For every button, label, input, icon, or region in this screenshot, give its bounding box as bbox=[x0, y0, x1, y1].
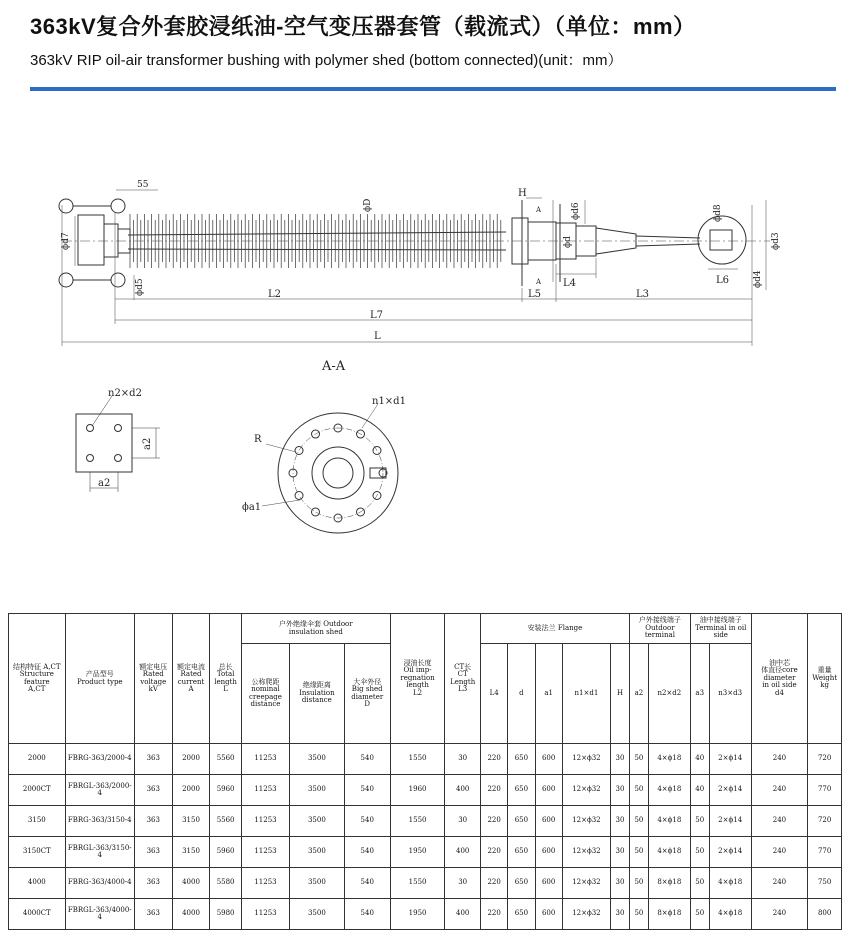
table-cell: 4000 bbox=[9, 868, 66, 899]
table-cell: 2×ϕ14 bbox=[709, 806, 751, 837]
table-row bbox=[9, 899, 842, 930]
table-cell: 5980 bbox=[210, 899, 241, 930]
dim-L5: L5 bbox=[528, 289, 542, 300]
hdr-insulation: 绝缘距离 Insulation distance bbox=[290, 644, 345, 744]
table-cell: FBRGL-363/3150-4 bbox=[65, 837, 134, 868]
section-A-bottom: A bbox=[536, 278, 542, 286]
corona-ring-top bbox=[59, 199, 73, 213]
table-cell: 5960 bbox=[210, 775, 241, 806]
table-cell: 5580 bbox=[210, 868, 241, 899]
table-cell: 600 bbox=[535, 806, 562, 837]
table-cell: 3150 bbox=[9, 806, 66, 837]
label-a2-horizontal: a2 bbox=[98, 478, 111, 489]
table-cell: 4×ϕ18 bbox=[709, 868, 751, 899]
dim-phi-d8: ϕd8 bbox=[713, 204, 723, 222]
table-cell: 4×ϕ18 bbox=[648, 806, 690, 837]
table-cell: 30 bbox=[611, 806, 630, 837]
table-cell: 3500 bbox=[290, 775, 345, 806]
table-cell: 4×ϕ18 bbox=[709, 899, 751, 930]
table-cell: 8×ϕ18 bbox=[648, 868, 690, 899]
table-cell: 12×ϕ32 bbox=[562, 775, 610, 806]
table-cell: 12×ϕ32 bbox=[562, 744, 610, 775]
hdr-L4: L4 bbox=[481, 644, 508, 744]
hdr-structure: 结构特征 A,CT Structure feature A,CT bbox=[9, 614, 66, 744]
label-R: R bbox=[254, 434, 262, 445]
hdr-a3: a3 bbox=[690, 644, 709, 744]
table-cell: 220 bbox=[481, 744, 508, 775]
table-cell: 720 bbox=[808, 744, 842, 775]
spec-table bbox=[8, 613, 842, 930]
terminal-detail bbox=[76, 414, 132, 472]
table-cell: 40 bbox=[690, 744, 709, 775]
table-cell: FBRG-363/4000-4 bbox=[65, 868, 134, 899]
table-cell: 11253 bbox=[241, 806, 289, 837]
terminal-plate bbox=[78, 215, 104, 265]
table-cell: 1950 bbox=[390, 837, 445, 868]
section-A-top: A bbox=[536, 206, 542, 214]
table-cell: 5560 bbox=[210, 744, 241, 775]
flange-outer bbox=[278, 413, 398, 533]
hdr-length: 总长 Total length L bbox=[210, 614, 241, 744]
table-cell: FBRGL-363/4000-4 bbox=[65, 899, 134, 930]
label-n1d1: n1×d1 bbox=[372, 396, 406, 407]
table-cell: 363 bbox=[134, 868, 172, 899]
table-cell: 11253 bbox=[241, 868, 289, 899]
dim-phi-d: ϕd bbox=[563, 236, 573, 248]
table-row bbox=[9, 868, 842, 899]
hdr-weight: 重量 Weight kg bbox=[808, 614, 842, 744]
table-cell: 50 bbox=[690, 899, 709, 930]
bushing-drawing bbox=[0, 170, 850, 580]
table-cell: 2000 bbox=[172, 744, 210, 775]
dim-phi-d6: ϕd6 bbox=[571, 202, 581, 220]
bolt-hole bbox=[295, 492, 303, 500]
table-cell: 800 bbox=[808, 899, 842, 930]
table-cell: 50 bbox=[690, 837, 709, 868]
table-cell: 50 bbox=[629, 806, 648, 837]
table-cell: 1550 bbox=[390, 744, 445, 775]
label-n2d2: n2×d2 bbox=[108, 388, 142, 399]
table-cell: 400 bbox=[445, 899, 481, 930]
table-cell: 4000CT bbox=[9, 899, 66, 930]
section-title: A-A bbox=[322, 359, 346, 374]
table-cell: 240 bbox=[751, 744, 808, 775]
table-cell: 30 bbox=[611, 744, 630, 775]
table-cell: 3500 bbox=[290, 899, 345, 930]
dim-phiD: ϕD bbox=[363, 198, 373, 212]
table-cell: 363 bbox=[134, 899, 172, 930]
table-cell: 50 bbox=[629, 744, 648, 775]
hdr-d: d bbox=[508, 644, 535, 744]
table-cell: 650 bbox=[508, 868, 535, 899]
table-cell: 363 bbox=[134, 775, 172, 806]
table-cell: 220 bbox=[481, 868, 508, 899]
table-cell: 3500 bbox=[290, 868, 345, 899]
corona-ring-top-2 bbox=[111, 199, 125, 213]
table-cell: 2×ϕ14 bbox=[709, 837, 751, 868]
table-cell: FBRGL-363/2000-4 bbox=[65, 775, 134, 806]
table-cell: 750 bbox=[808, 868, 842, 899]
hdr-outdoor-group: 户外绝缘伞套 Outdoor insulation shed bbox=[241, 614, 390, 644]
table-cell: 11253 bbox=[241, 744, 289, 775]
table-cell: FBRG-363/3150-4 bbox=[65, 806, 134, 837]
table-cell: FBRG-363/2000-4 bbox=[65, 744, 134, 775]
table-cell: 50 bbox=[629, 899, 648, 930]
table-cell: 12×ϕ32 bbox=[562, 806, 610, 837]
table-cell: 8×ϕ18 bbox=[648, 899, 690, 930]
table-cell: 4000 bbox=[172, 899, 210, 930]
hdr-a1: a1 bbox=[535, 644, 562, 744]
table-row bbox=[9, 775, 842, 806]
table-cell: 240 bbox=[751, 837, 808, 868]
table-cell: 240 bbox=[751, 868, 808, 899]
table-cell: 2×ϕ14 bbox=[709, 775, 751, 806]
hdr-oil-length: 浸油长度 Oil imp- regnation length L2 bbox=[390, 614, 445, 744]
table-cell: 600 bbox=[535, 744, 562, 775]
table-cell: 400 bbox=[445, 775, 481, 806]
table-cell: 240 bbox=[751, 806, 808, 837]
table-cell: 12×ϕ32 bbox=[562, 868, 610, 899]
table-cell: 600 bbox=[535, 775, 562, 806]
hdr-a2: a2 bbox=[629, 644, 648, 744]
table-cell: 650 bbox=[508, 775, 535, 806]
corona-ring-bottom-2 bbox=[111, 273, 125, 287]
table-cell: 30 bbox=[445, 744, 481, 775]
table-cell: 1550 bbox=[390, 806, 445, 837]
table-cell: 11253 bbox=[241, 899, 289, 930]
table-cell: 30 bbox=[611, 868, 630, 899]
table-row bbox=[9, 744, 842, 775]
hdr-H: H bbox=[611, 644, 630, 744]
table-cell: 540 bbox=[344, 899, 390, 930]
dim-L7: L7 bbox=[370, 310, 384, 321]
hdr-shed-diameter: 大伞外径 Big shed diameter D bbox=[344, 644, 390, 744]
table-row bbox=[9, 837, 842, 868]
table-cell: 4×ϕ18 bbox=[648, 837, 690, 868]
dim-L: L bbox=[374, 331, 381, 342]
page-title-cn: 363kV复合外套胶浸纸油-空气变压器套管（载流式）（单位：mm） bbox=[30, 14, 696, 39]
dim-phi-d4: ϕd4 bbox=[753, 270, 763, 288]
table-cell: 720 bbox=[808, 806, 842, 837]
table-row bbox=[9, 806, 842, 837]
table-cell: 1550 bbox=[390, 868, 445, 899]
table-body bbox=[9, 744, 842, 930]
table-cell: 1960 bbox=[390, 775, 445, 806]
hdr-n3d3: n3×d3 bbox=[709, 644, 751, 744]
table-cell: 540 bbox=[344, 806, 390, 837]
table-cell: 400 bbox=[445, 837, 481, 868]
hdr-voltage: 额定电压 Rated voltage kV bbox=[134, 614, 172, 744]
table-cell: 220 bbox=[481, 775, 508, 806]
table-cell: 5960 bbox=[210, 837, 241, 868]
dim-55: 55 bbox=[137, 180, 149, 190]
hdr-ct-length: CT长 CT Length L3 bbox=[445, 614, 481, 744]
table-cell: 2×ϕ14 bbox=[709, 744, 751, 775]
table-cell: 5560 bbox=[210, 806, 241, 837]
table-cell: 3150CT bbox=[9, 837, 66, 868]
hdr-product: 产品型号 Product type bbox=[65, 614, 134, 744]
table-cell: 2000 bbox=[9, 744, 66, 775]
table-cell: 540 bbox=[344, 775, 390, 806]
table-cell: 363 bbox=[134, 837, 172, 868]
table-cell: 12×ϕ32 bbox=[562, 899, 610, 930]
dim-phi-d5: ϕd5 bbox=[135, 278, 145, 296]
hdr-oil-terminal: 油中接线端子 Terminal in oil side bbox=[690, 614, 751, 644]
table-cell: 240 bbox=[751, 899, 808, 930]
table-cell: 30 bbox=[445, 806, 481, 837]
dim-L4: L4 bbox=[563, 278, 577, 289]
dim-phi-d3: ϕd3 bbox=[771, 232, 781, 250]
table-cell: 3500 bbox=[290, 806, 345, 837]
flange-bolt-holes bbox=[289, 424, 387, 522]
hdr-current: 额定电流 Rated current A bbox=[172, 614, 210, 744]
table-cell: 600 bbox=[535, 837, 562, 868]
table-cell: 50 bbox=[629, 837, 648, 868]
table-cell: 220 bbox=[481, 806, 508, 837]
table-cell: 11253 bbox=[241, 775, 289, 806]
table-cell: 50 bbox=[690, 806, 709, 837]
hdr-flange-group: 安装法兰 Flange bbox=[481, 614, 630, 644]
title-divider bbox=[30, 87, 836, 91]
corona-ring-bottom bbox=[59, 273, 73, 287]
table-cell: 220 bbox=[481, 837, 508, 868]
table-cell: 12×ϕ32 bbox=[562, 837, 610, 868]
table-cell: 650 bbox=[508, 837, 535, 868]
table-cell: 540 bbox=[344, 837, 390, 868]
table-cell: 600 bbox=[535, 899, 562, 930]
table-cell: 2000 bbox=[172, 775, 210, 806]
hdr-creepage: 公称爬距 nominal creepage distance bbox=[241, 644, 289, 744]
dim-H: H bbox=[518, 188, 527, 199]
table-cell: 4×ϕ18 bbox=[648, 775, 690, 806]
bolt-hole bbox=[295, 447, 303, 455]
dim-phi-d7: ϕd7 bbox=[61, 232, 71, 250]
hdr-outdoor-terminal: 户外接线端子 Outdoor terminal bbox=[629, 614, 690, 644]
table-cell: 1950 bbox=[390, 899, 445, 930]
hdr-n2d2: n2×d2 bbox=[648, 644, 690, 744]
page-title-en: 363kV RIP oil-air transformer bushing with polymer shed (bottom connected)(unit：mm） bbox=[30, 52, 623, 69]
table-cell: 3150 bbox=[172, 806, 210, 837]
table-cell: 11253 bbox=[241, 837, 289, 868]
label-phi-a1: ϕa1 bbox=[242, 502, 262, 513]
table-cell: 4×ϕ18 bbox=[648, 744, 690, 775]
table-cell: 650 bbox=[508, 806, 535, 837]
table-cell: 770 bbox=[808, 837, 842, 868]
table-cell: 3500 bbox=[290, 837, 345, 868]
table-cell: 40 bbox=[690, 775, 709, 806]
table-cell: 50 bbox=[629, 775, 648, 806]
table-cell: 50 bbox=[690, 868, 709, 899]
oil-side-terminal bbox=[698, 216, 746, 264]
table-cell: 770 bbox=[808, 775, 842, 806]
table-cell: 4000 bbox=[172, 868, 210, 899]
dim-L2: L2 bbox=[268, 289, 282, 300]
bolt-hole bbox=[312, 508, 320, 516]
table-cell: 650 bbox=[508, 744, 535, 775]
table-cell: 30 bbox=[611, 899, 630, 930]
table-cell: 650 bbox=[508, 899, 535, 930]
table-cell: 540 bbox=[344, 868, 390, 899]
table-cell: 600 bbox=[535, 868, 562, 899]
table-cell: 240 bbox=[751, 775, 808, 806]
dim-L6: L6 bbox=[716, 275, 730, 286]
table-cell: 30 bbox=[611, 837, 630, 868]
dim-L3: L3 bbox=[636, 289, 650, 300]
table-cell: 30 bbox=[611, 775, 630, 806]
hdr-n1d1: n1×d1 bbox=[562, 644, 610, 744]
table-cell: 363 bbox=[134, 744, 172, 775]
label-a2-vertical: a2 bbox=[142, 437, 153, 450]
table-cell: 2000CT bbox=[9, 775, 66, 806]
table-cell: 3150 bbox=[172, 837, 210, 868]
hdr-core-diameter: 油中芯 体直径core diameter in oil side d4 bbox=[751, 614, 808, 744]
table-cell: 220 bbox=[481, 899, 508, 930]
table-cell: 3500 bbox=[290, 744, 345, 775]
table-cell: 50 bbox=[629, 868, 648, 899]
table-cell: 363 bbox=[134, 806, 172, 837]
table-cell: 30 bbox=[445, 868, 481, 899]
table-cell: 540 bbox=[344, 744, 390, 775]
